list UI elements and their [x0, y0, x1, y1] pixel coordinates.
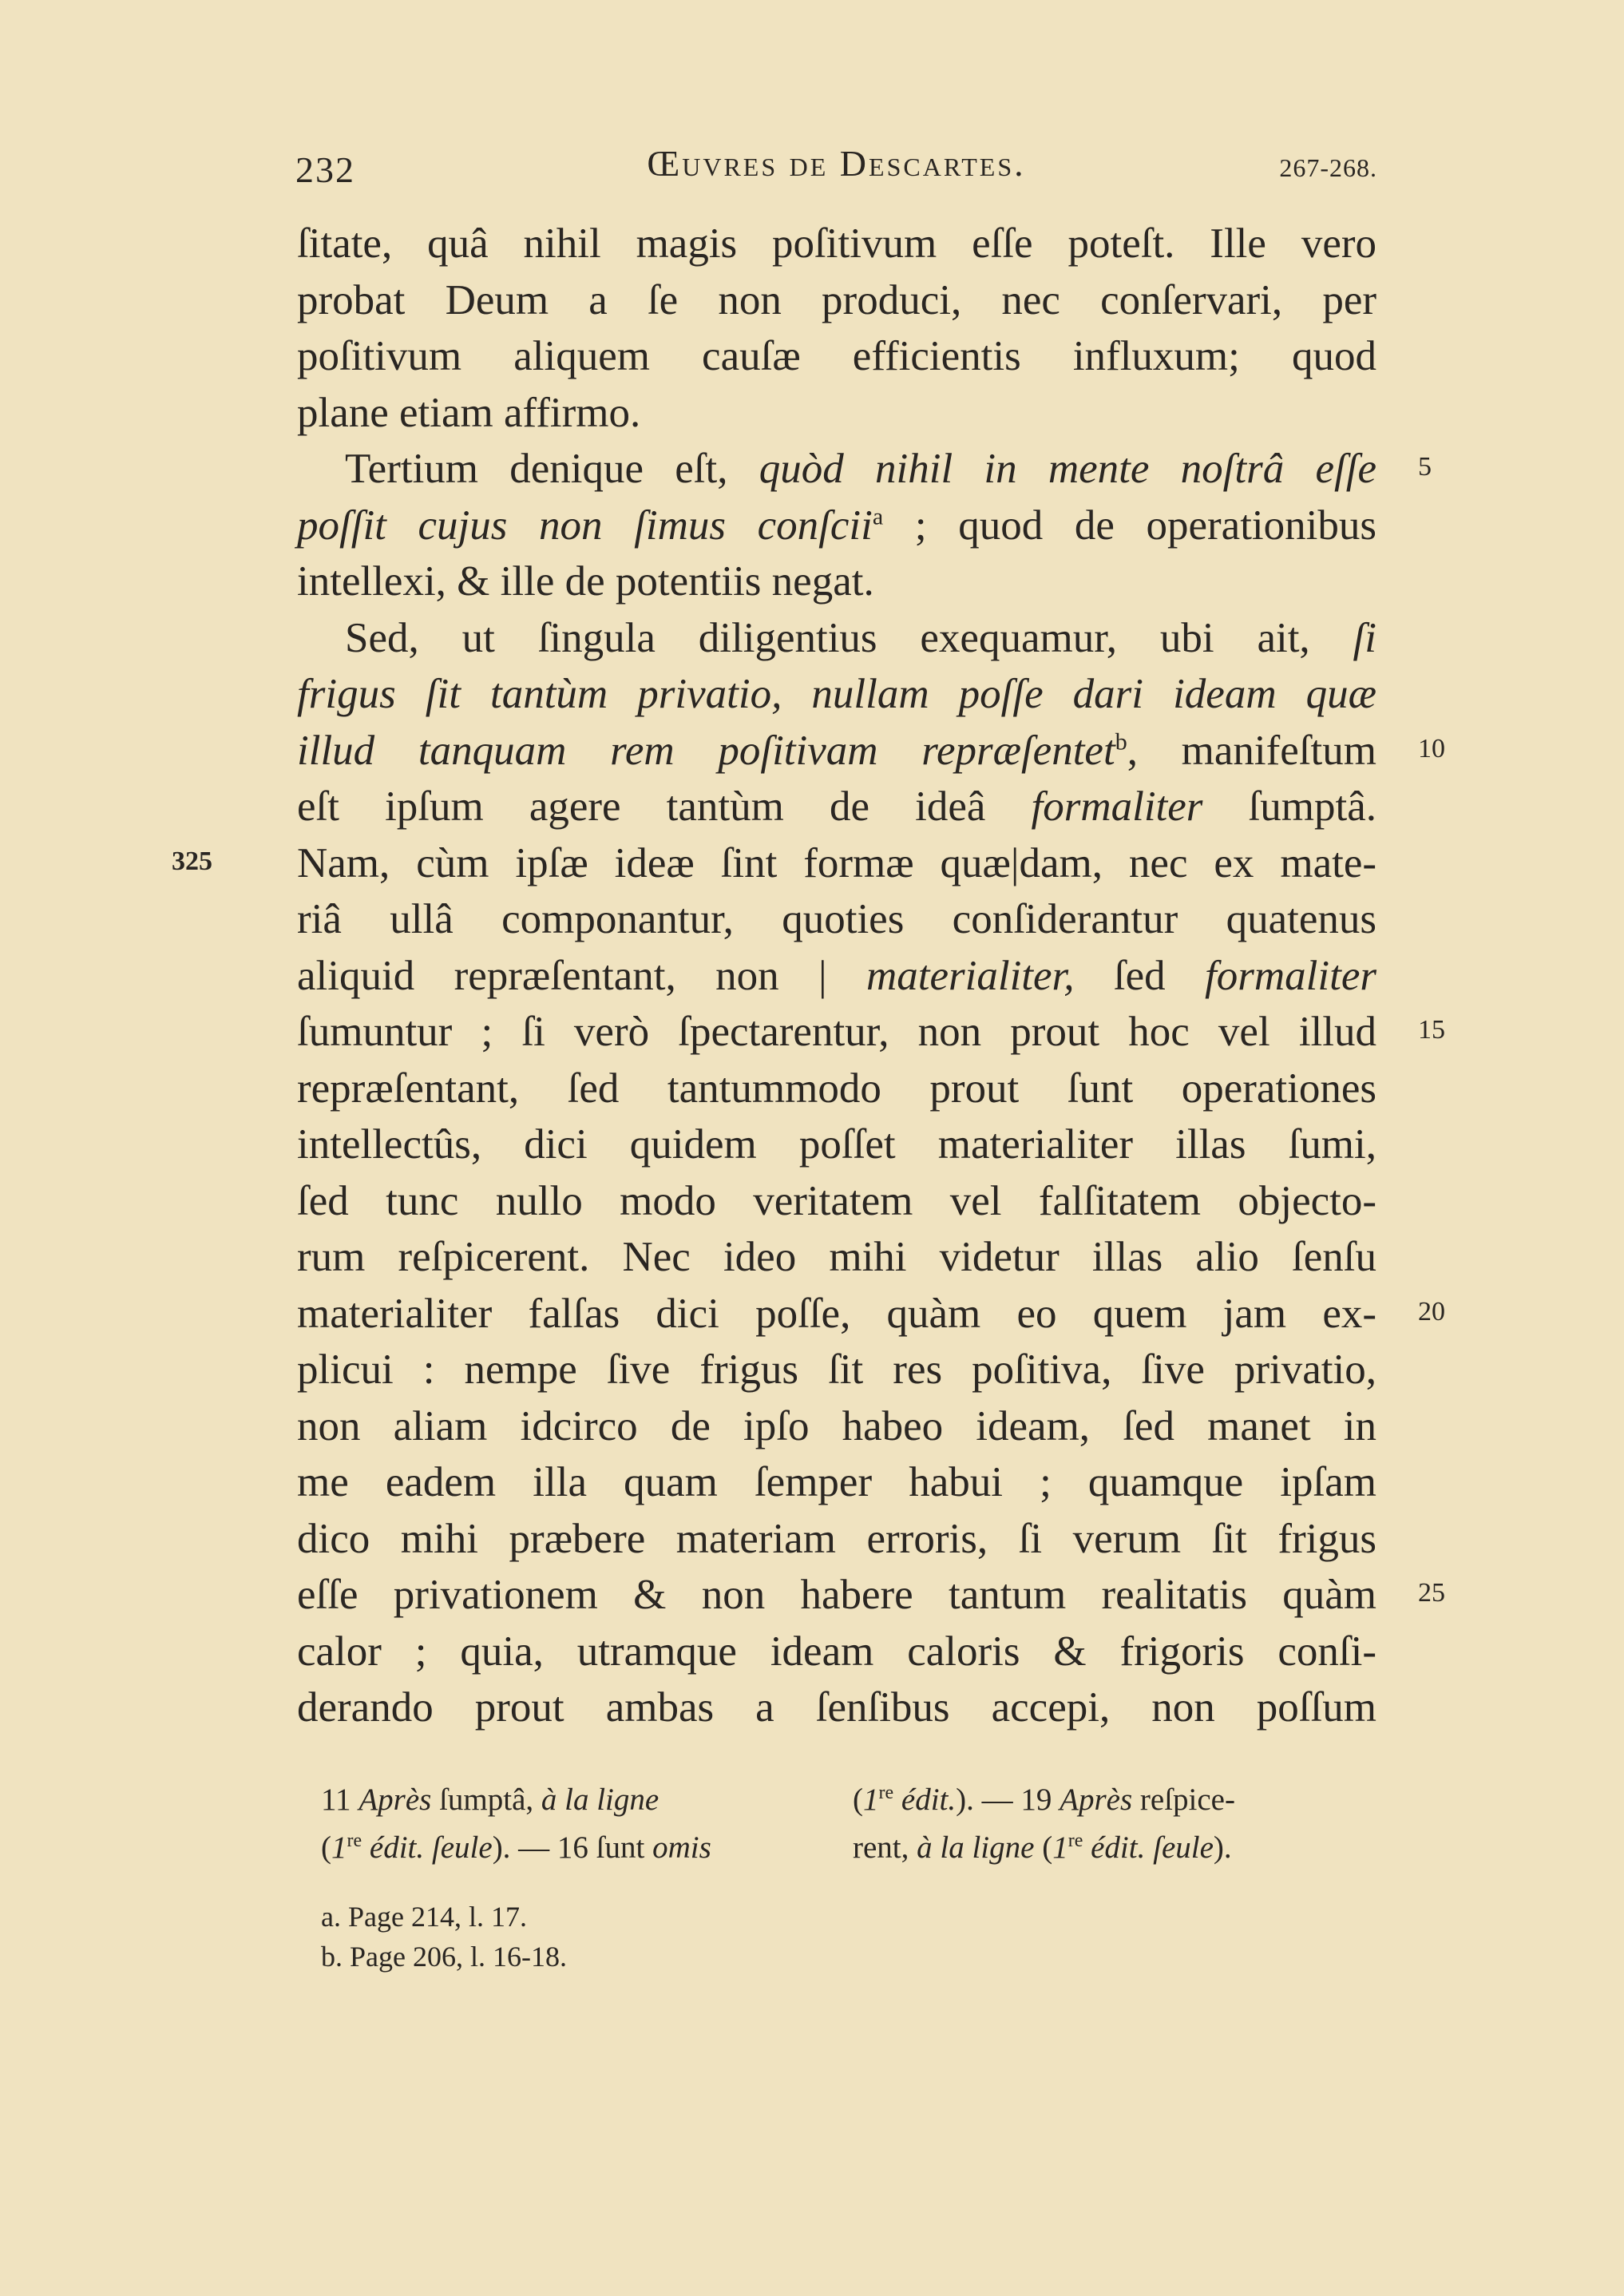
footnote: b. Page 206, l. 16-18.	[321, 1941, 567, 1973]
text-run: ſitate, quâ nihil magis poſitivum eſſe poteſt. Ille vero	[297, 220, 1376, 267]
text-run: intellexi, & ille de potentiis negat.	[297, 558, 874, 605]
text-run: dico mihi præbere materiam erroris, ſi verum ſit frigus	[297, 1515, 1376, 1562]
variant-note-line	[853, 1824, 1232, 1872]
text-line	[297, 1567, 1376, 1623]
variant-note-line	[853, 1776, 1235, 1824]
text-line	[297, 1061, 1376, 1116]
text-run: eſt ipſum agere tantùm de ideâ	[297, 783, 1032, 830]
italic-text: quòd nihil in mente noſtrâ eſſe	[759, 446, 1376, 492]
text-run: (	[1034, 1830, 1053, 1865]
page-number: 232	[295, 149, 355, 190]
text-line	[297, 216, 1376, 272]
text-run: riâ ullâ componantur, quoties conſiderantur quatenus	[297, 896, 1376, 942]
text-line	[297, 272, 1376, 328]
text-run: Nam, cùm ipſæ ideæ ſint formæ quæ|dam, nec ex mate-	[297, 839, 1376, 886]
text-run: ). — 19	[956, 1782, 1060, 1817]
text-run: intellectûs, dici quidem poſſet materialiter illas ſumi,	[297, 1121, 1376, 1168]
superscript: re	[1067, 1830, 1083, 1851]
text-run: aliquid repræſentant, non |	[297, 952, 866, 999]
text-line	[297, 1624, 1376, 1679]
italic-text: 1	[331, 1830, 347, 1865]
line-number: 10	[1418, 733, 1445, 763]
text-line	[297, 1004, 1376, 1060]
text-line	[345, 441, 1376, 497]
italic-text: ſi	[1353, 614, 1376, 661]
text-line	[297, 723, 1376, 779]
line-number: 20	[1418, 1296, 1445, 1326]
italic-text: Après	[1060, 1782, 1133, 1817]
variant-note-line	[321, 1824, 711, 1872]
text-run: probat Deum a ſe non produci, nec conſervari, per	[297, 276, 1376, 323]
text-run: calor ; quia, utramque ideam caloris & frigoris conſi-	[297, 1628, 1376, 1675]
text-line	[297, 1286, 1376, 1342]
italic-text: édit. ſeule	[362, 1830, 493, 1865]
italic-text: édit.	[893, 1782, 957, 1817]
italic-text: materialiter,	[865, 952, 1075, 999]
text-run: ; quod de operationibus	[883, 502, 1376, 549]
line-number: 25	[1418, 1578, 1445, 1608]
text-run: plane etiam affirmo.	[297, 389, 641, 436]
text-run: me eadem illa quam ſemper habui ; quamque ipſam	[297, 1459, 1376, 1505]
text-run: ).	[1213, 1830, 1232, 1865]
italic-text: frigus ſit tantùm privatio, nullam poſſe dari ideam quæ	[297, 671, 1376, 717]
text-line	[297, 1679, 1376, 1735]
variant-note-line	[321, 1776, 659, 1824]
text-line	[297, 891, 1376, 947]
text-line	[297, 779, 1376, 835]
text-run: , manifeſtum	[1127, 727, 1377, 774]
text-run: Tertium denique eſt,	[345, 446, 759, 492]
italic-text: formaliter	[1205, 952, 1376, 999]
text-line	[297, 385, 1376, 441]
text-run: ). — 16 ſunt	[492, 1830, 653, 1865]
italic-text: édit. ſeule	[1083, 1830, 1214, 1865]
superscript: b	[1115, 728, 1127, 755]
italic-text: 1	[1052, 1830, 1068, 1865]
text-run: non aliam idcirco de ipſo habeo ideam, ſed manet in	[297, 1402, 1376, 1449]
italic-text: poſſit cujus non ſimus conſcii	[297, 502, 873, 549]
running-title: Œuvres de Descartes.	[647, 143, 1026, 184]
text-line	[297, 1229, 1376, 1285]
text-run: ſed tunc nullo modo veritatem vel falſitatem objecto-	[297, 1177, 1376, 1224]
text-run: (	[853, 1782, 863, 1817]
text-run: reſpice-	[1132, 1782, 1235, 1817]
text-run: poſitivum aliquem cauſæ efficientis influxum; quod	[297, 333, 1376, 379]
text-run: rum reſpicerent. Nec ideo mihi videtur illas alio ſenſu	[297, 1234, 1376, 1280]
page-header	[295, 142, 1377, 198]
italic-text: formaliter	[1031, 783, 1203, 830]
text-line	[297, 328, 1376, 384]
italic-text: omis	[652, 1830, 711, 1865]
text-line	[297, 1116, 1376, 1172]
text-run: eſſe privationem & non habere tantum realitatis quàm	[297, 1572, 1376, 1618]
italic-text: Après	[358, 1782, 432, 1817]
text-run: derando prout ambas a ſenſibus accepi, non poſſum	[297, 1684, 1376, 1731]
text-run: materialiter falſas dici poſſe, quàm eo quem jam ex-	[297, 1290, 1376, 1337]
page-range: 267-268.	[1279, 153, 1377, 182]
text-run: ſed	[1074, 952, 1206, 999]
text-line	[297, 1342, 1376, 1398]
text-line	[297, 666, 1376, 722]
text-line	[345, 610, 1376, 666]
text-run: ſumuntur ; ſi verò ſpectarentur, non prout hoc vel illud	[297, 1009, 1376, 1055]
italic-text: à la ligne	[917, 1830, 1035, 1865]
text-line	[297, 498, 1376, 553]
line-number: 5	[1418, 452, 1432, 482]
text-run: repræſentant, ſed tantummodo prout ſunt operationes	[297, 1065, 1376, 1112]
text-run: ſumptâ.	[1202, 783, 1376, 830]
text-run: rent,	[853, 1830, 917, 1865]
line-number: 15	[1418, 1015, 1445, 1045]
text-run: 11	[321, 1782, 359, 1817]
text-line	[297, 1511, 1376, 1567]
text-run: Sed, ut ſingula diligentius exequamur, ubi ait,	[345, 614, 1353, 661]
superscript: re	[347, 1830, 362, 1851]
text-run: (	[321, 1830, 331, 1865]
italic-text: à la ligne	[541, 1782, 660, 1817]
text-run: ſumptâ,	[431, 1782, 541, 1817]
text-line	[297, 1173, 1376, 1229]
text-line	[297, 835, 1376, 891]
italic-text: 1	[863, 1782, 879, 1817]
footnote: a. Page 214, l. 17.	[321, 1901, 527, 1933]
text-line	[297, 1454, 1376, 1510]
text-line	[297, 1398, 1376, 1454]
margin-page-reference: 325	[172, 846, 212, 876]
superscript: a	[872, 502, 884, 529]
text-line	[297, 553, 1376, 609]
superscript: re	[878, 1782, 894, 1803]
italic-text: illud tanquam rem poſitivam repræſentet	[297, 727, 1115, 774]
text-line	[297, 948, 1376, 1004]
text-run: plicui : nempe ſive frigus ſit res poſitiva, ſive privatio,	[297, 1346, 1376, 1393]
